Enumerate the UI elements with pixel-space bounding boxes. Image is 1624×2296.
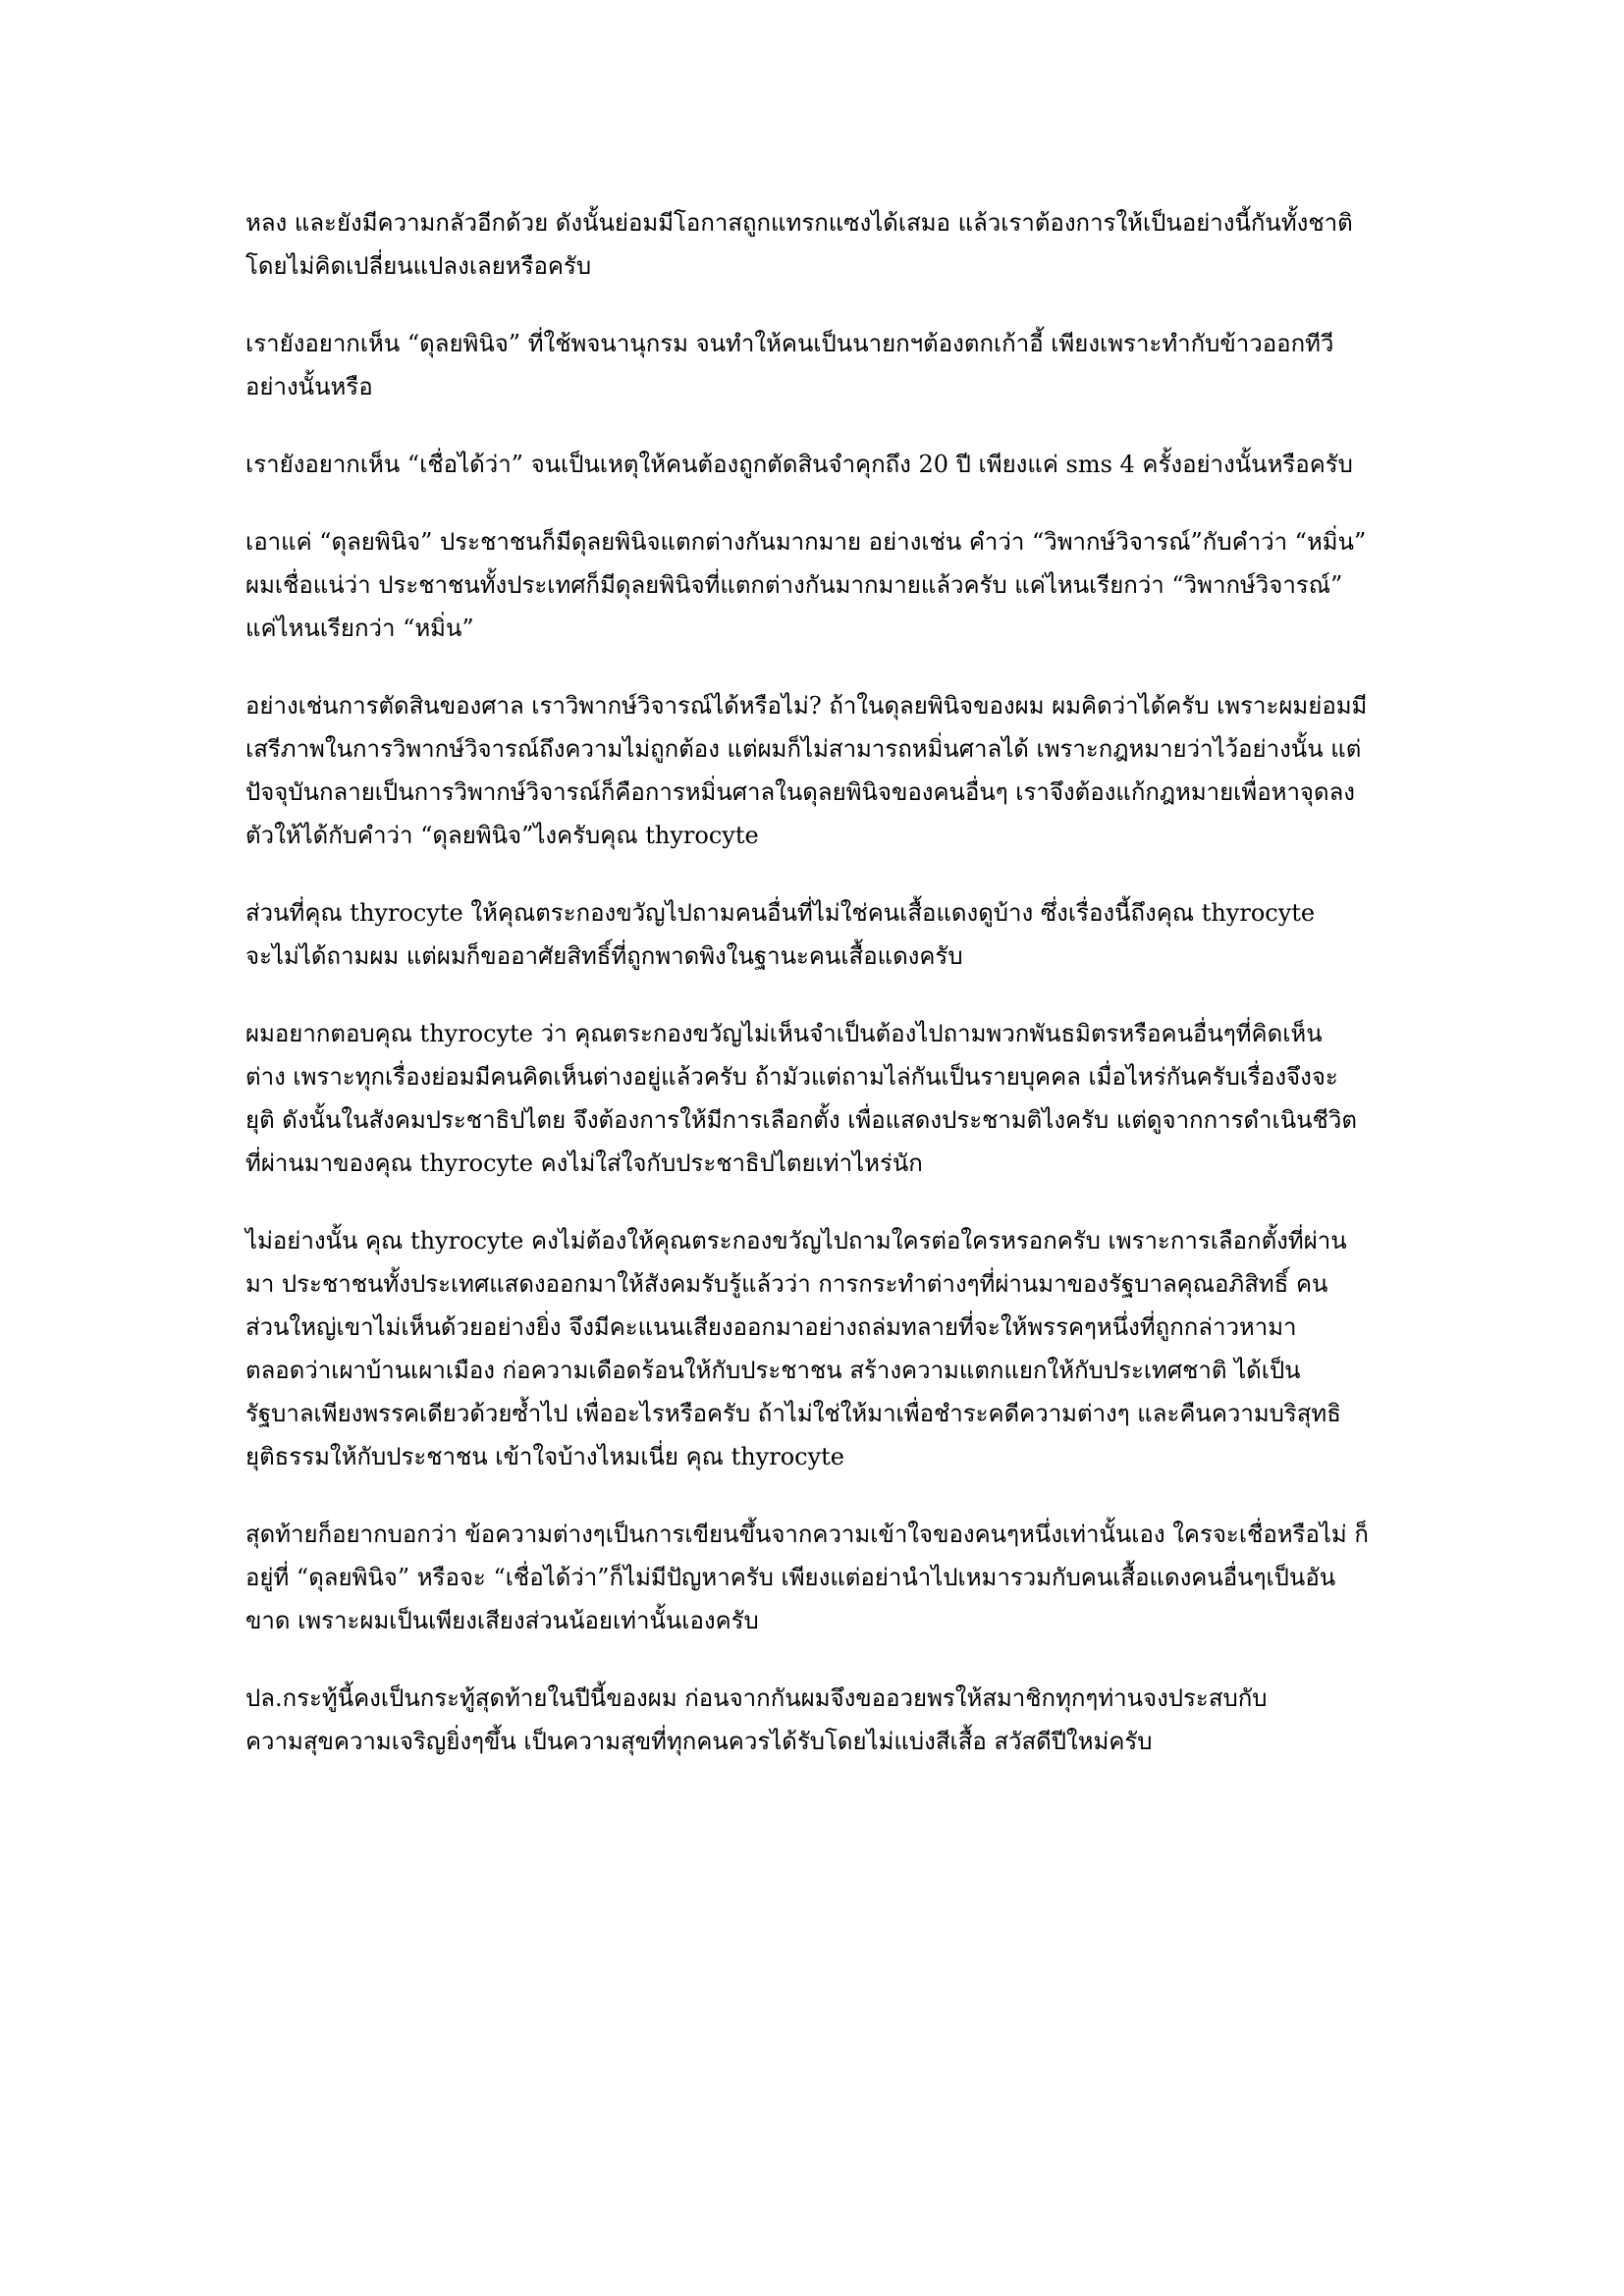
text-line: อย่างเช่นการตัดสินของศาล เราวิพากษ์วิจารณ์ได้หรือไม่? ถ้าในดุลยพินิจของผม ผมคิดว่าได้ครับ เพราะผมย่อมมี [245,692,1368,720]
text-line: ที่ผ่านมาของคุณ thyrocyte คงไม่ใส่ใจกับประชาธิปไตยเท่าไหร่นัก [245,1149,923,1177]
paragraph [245,322,1394,408]
document-body [245,201,1394,1797]
paragraph [245,1513,1394,1642]
text-line: เรายังอยากเห็น “เชื่อได้ว่า” จนเป็นเหตุให้คนต้องถูกตัดสินจำคุกถึง 20 ปี เพียงแค่ sms 4 ครั้งอย่างนั้นหรือครับ [245,451,1353,478]
text-line: เสรีภาพในการวิพากษ์วิจารณ์ถึงความไม่ถูกต้อง แต่ผมก็ไม่สามารถหมิ่นศาลได้ เพราะกฎหมายว่าไว้อย่างนั้น แต่ [245,735,1362,763]
text-line: ไม่อย่างนั้น คุณ thyrocyte คงไม่ต้องให้คุณตระกองขวัญไปถามใครต่อใครหรอกครับ เพราะการเลือกตั้งที่ผ่าน [245,1227,1347,1255]
text-line: สุดท้ายก็อยากบอกว่า ข้อความต่างๆเป็นการเขียนขึ้นจากความเข้าใจของคนๆหนึ่งเท่านั้นเอง ใครจะเชื่อหรือไม่ ก็ [245,1521,1369,1548]
text-line: หลง และยังมีความกลัวอีกด้วย ดังนั้นย่อมมีโอกาสถูกแทรกแซงได้เสมอ แล้วเราต้องการให้เป็นอย่างนี้กันทั้งชาติ [245,209,1353,237]
text-line: ความสุขความเจริญยิ่งๆขึ้น เป็นความสุขที่ทุกคนควรได้รับโดยไม่แบ่งสีเสื้อ สวัสดีปีใหม่ครับ [245,1728,1153,1755]
text-line: จะไม่ได้ถามผม แต่ผมก็ขออาศัยสิทธิ์ที่ถูกพาดพิงในฐานะคนเสื้อแดงครับ [245,942,963,970]
paragraph [245,1219,1394,1478]
text-line: เรายังอยากเห็น “ดุลยพินิจ” ที่ใช้พจนานุกรม จนทำให้คนเป็นนายกฯต้องตกเก้าอี้ เพียงเพราะทำกับข้าวออกทีวี [245,330,1334,357]
paragraph [245,684,1394,857]
text-line: ยุติ ดังนั้นในสังคมประชาธิปไตย จึงต้องการให้มีการเลือกตั้ง เพื่อแสดงประชามติไงครับ แต่ดูจากการดำเนินชีวิต [245,1106,1357,1134]
paragraph [245,891,1394,978]
paragraph [245,520,1394,650]
paragraph [245,201,1394,288]
text-line: อย่างนั้นหรือ [245,373,373,400]
text-line: ส่วนใหญ่เขาไม่เห็นด้วยอย่างยิ่ง จึงมีคะแนนเสียงออกมาอย่างถล่มทลายที่จะให้พรรคๆหนึ่งที่ถูกกล่าวหามา [245,1313,1297,1341]
text-line: โดยไม่คิดเปลี่ยนแปลงเลยหรือครับ [245,252,592,280]
text-line: อยู่ที่ “ดุลยพินิจ” หรือจะ “เชื่อได้ว่า”ก็ไม่มีปัญหาครับ เพียงแต่อย่านำไปเหมารวมกับคนเสื้อแดงคนอื่นๆเป็นอัน [245,1564,1336,1591]
text-line: แค่ไหนเรียกว่า “หมิ่น” [245,614,474,642]
text-line: ตลอดว่าเผาบ้านเผาเมือง ก่อความเดือดร้อนให้กับประชาชน สร้างความแตกแยกให้กับประเทศชาติ ได้เป็น [245,1357,1301,1384]
paragraph [245,443,1394,486]
text-line: ขาด เพราะผมเป็นเพียงเสียงส่วนน้อยเท่านั้นเองครับ [245,1607,759,1634]
text-line: มา ประชาชนทั้งประเทศแสดงออกมาให้สังคมรับรู้แล้วว่า การกระทำต่างๆที่ผ่านมาของรัฐบาลคุณอภิสิทธิ์ คน [245,1270,1328,1298]
text-line: ยุติธรรมให้กับประชาชน เข้าใจบ้างไหมเนี่ย คุณ thyrocyte [245,1443,844,1470]
text-line: เอาแค่ “ดุลยพินิจ” ประชาชนก็มีดุลยพินิจแตกต่างกันมากมาย อย่างเช่น คำว่า “วิพากษ์วิจารณ์”กับคำว่า “หมิ่น” [245,528,1367,556]
text-line: รัฐบาลเพียงพรรคเดียวด้วยซ้ำไป เพื่ออะไรหรือครับ ถ้าไม่ใช่ให้มาเพื่อชำระคดีความต่างๆ และคืนความบริสุทธิ [245,1400,1341,1427]
text-line: ปล.กระทู้นี้คงเป็นกระทู้สุดท้ายในปีนี้ของผม ก่อนจากกันผมจึงขออวยพรให้สมาชิกทุกๆท่านจงประสบกับ [245,1684,1268,1712]
paragraph [245,1677,1394,1763]
paragraph [245,1012,1394,1185]
text-line: ผมอยากตอบคุณ thyrocyte ว่า คุณตระกองขวัญไม่เห็นจำเป็นต้องไปถามพวกพันธมิตรหรือคนอื่นๆที่คิดเห็น [245,1020,1323,1047]
text-line: ส่วนที่คุณ thyrocyte ให้คุณตระกองขวัญไปถามคนอื่นที่ไม่ใช่คนเสื้อแดงดูบ้าง ซึ่งเรื่องนี้ถึงคุณ thyrocyte [245,899,1316,927]
text-line: ปัจจุบันกลายเป็นการวิพากษ์วิจารณ์ก็คือการหมิ่นศาลในดุลยพินิจของคนอื่นๆ เราจึงต้องแก้กฎหมายเพื่อหาจุดลง [245,778,1355,806]
text-line: ตัวให้ได้กับคำว่า “ดุลยพินิจ”ไงครับคุณ thyrocyte [245,822,759,849]
text-line: ต่าง เพราะทุกเรื่องย่อมมีคนคิดเห็นต่างอยู่แล้วครับ ถ้ามัวแต่ถามไล่กันเป็นรายบุคคล เมื่อไหร่กันครับเรื่องจึงจะ [245,1063,1338,1091]
text-line: ผมเชื่อแน่ว่า ประชาชนทั้งประเทศก็มีดุลยพินิจที่แตกต่างกันมากมายแล้วครับ แค่ไหนเรียกว่า “วิพากษ์วิจารณ์” [245,571,1343,599]
